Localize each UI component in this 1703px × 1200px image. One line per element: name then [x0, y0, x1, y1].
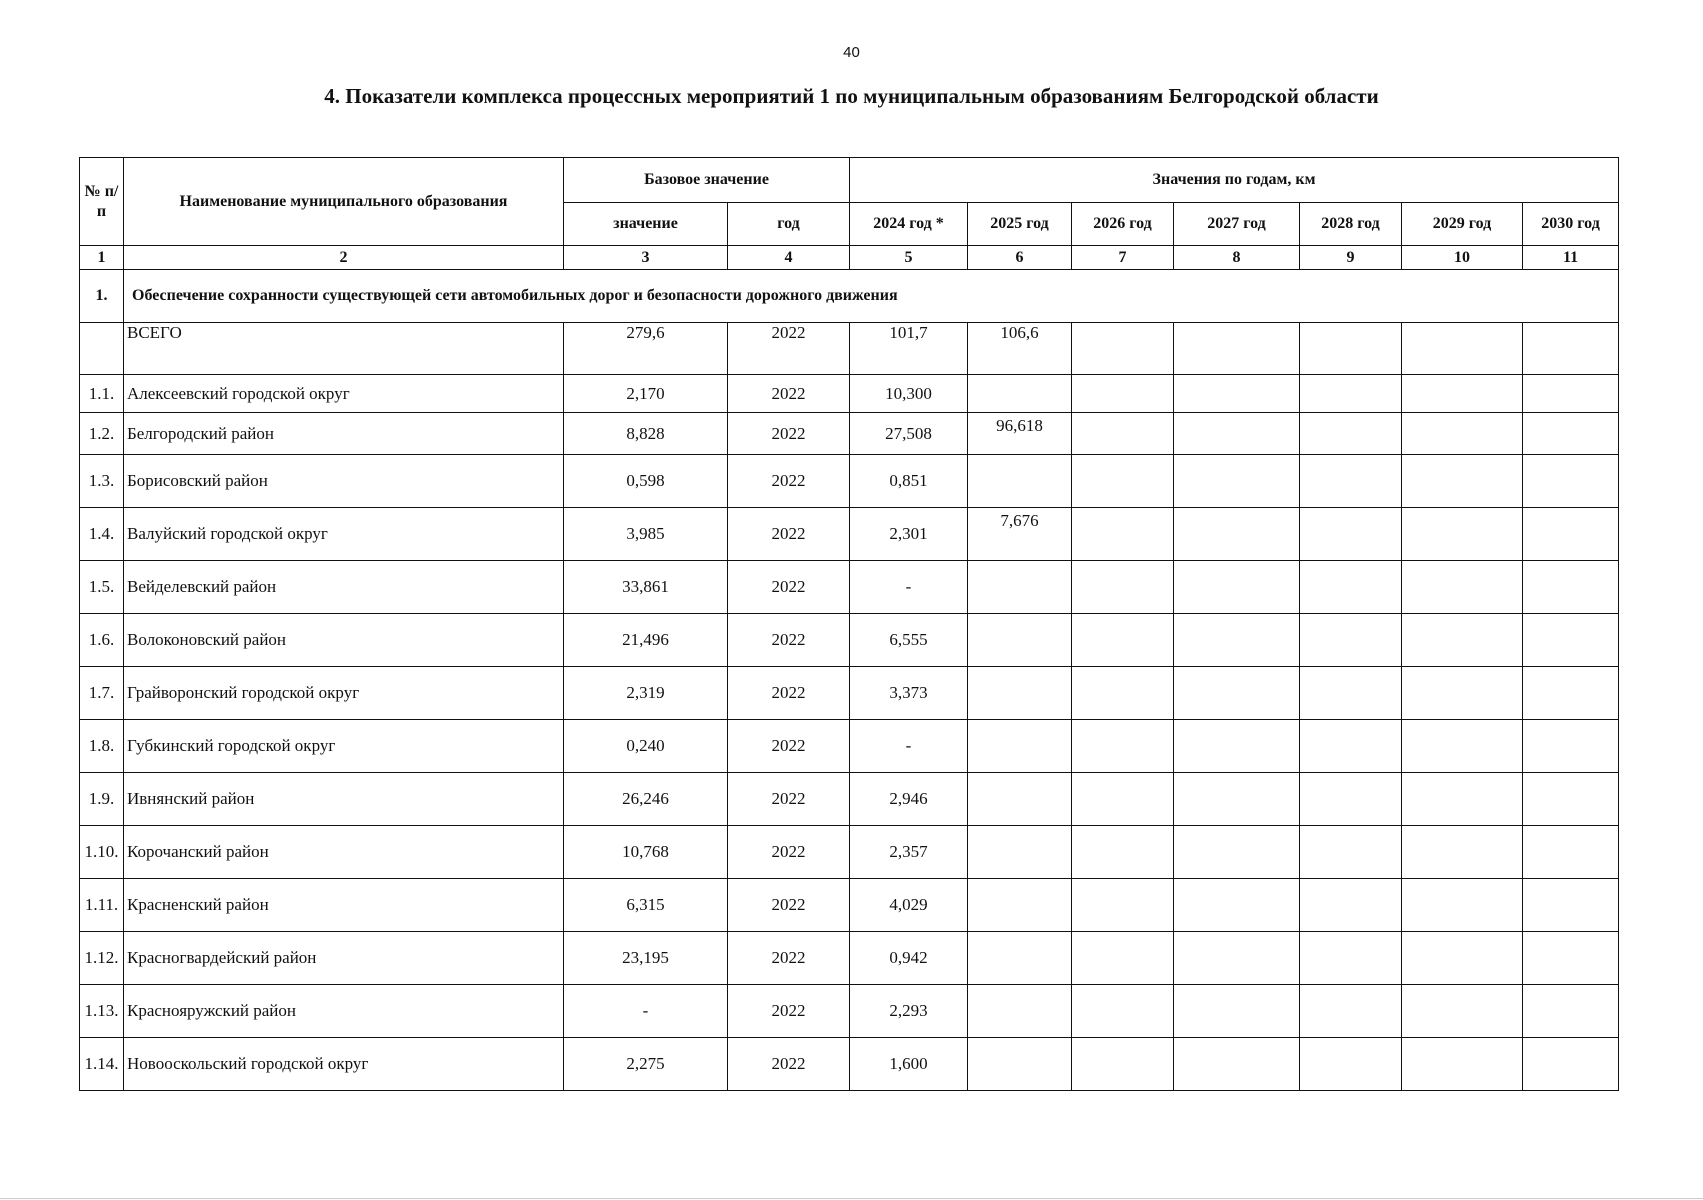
column-number: 10 — [1402, 246, 1523, 270]
row-2027 — [1174, 932, 1300, 985]
table-row — [80, 932, 1619, 985]
row-2028 — [1300, 773, 1402, 826]
row-2026 — [1072, 508, 1174, 561]
row-base-value: 8,828 — [564, 413, 728, 455]
row-2029 — [1402, 720, 1523, 773]
row-2026 — [1072, 879, 1174, 932]
row-2027 — [1174, 985, 1300, 1038]
row-base-value: 26,246 — [564, 773, 728, 826]
header-num — [80, 158, 124, 246]
row-2029 — [1402, 879, 1523, 932]
column-number: 8 — [1174, 246, 1300, 270]
row-base-year: 2022 — [728, 667, 850, 720]
row-2029 — [1402, 1038, 1523, 1091]
row-base-year: 2022 — [728, 985, 850, 1038]
row-2024: 2,357 — [850, 826, 968, 879]
section-title: Обеспечение сохранности существующей сети автомобильных дорог и безопасности дорожного движения — [124, 270, 1619, 323]
row-name: Борисовский район — [124, 455, 564, 508]
total-num — [80, 323, 124, 375]
row-name: Краснояружский район — [124, 985, 564, 1038]
row-2029 — [1402, 375, 1523, 413]
row-2028 — [1300, 1038, 1402, 1091]
row-name: Красногвардейский район — [124, 932, 564, 985]
row-2027 — [1174, 413, 1300, 455]
row-2026 — [1072, 413, 1174, 455]
row-base-year: 2022 — [728, 413, 850, 455]
row-2028 — [1300, 413, 1402, 455]
column-number: 9 — [1300, 246, 1402, 270]
table-row — [80, 413, 1619, 455]
header-year-2030: 2030 год — [1523, 203, 1619, 246]
scan-edge-line — [0, 1198, 1703, 1199]
row-2029 — [1402, 508, 1523, 561]
row-2025 — [968, 826, 1072, 879]
row-base-value: 2,275 — [564, 1038, 728, 1091]
total-2027 — [1174, 323, 1300, 375]
row-2026 — [1072, 826, 1174, 879]
header-base-value: значение — [564, 203, 728, 246]
row-2026 — [1072, 614, 1174, 667]
row-num: 1.3. — [80, 455, 124, 508]
table-header — [80, 158, 1619, 246]
row-2030 — [1523, 614, 1619, 667]
column-number: 11 — [1523, 246, 1619, 270]
row-2026 — [1072, 375, 1174, 413]
row-2026 — [1072, 455, 1174, 508]
row-2025 — [968, 720, 1072, 773]
row-2025 — [968, 667, 1072, 720]
row-2029 — [1402, 413, 1523, 455]
row-2029 — [1402, 932, 1523, 985]
total-2025: 106,6 — [968, 323, 1072, 375]
row-2030 — [1523, 826, 1619, 879]
row-name: Белгородский район — [124, 413, 564, 455]
row-2026 — [1072, 773, 1174, 826]
total-2026 — [1072, 323, 1174, 375]
row-2026 — [1072, 561, 1174, 614]
row-2024: 2,946 — [850, 773, 968, 826]
total-2024: 101,7 — [850, 323, 968, 375]
header-num-label: № п/п — [84, 182, 119, 220]
row-2025 — [968, 985, 1072, 1038]
row-num: 1.11. — [80, 879, 124, 932]
header-year-2028: 2028 год — [1300, 203, 1402, 246]
row-2024: 0,851 — [850, 455, 968, 508]
row-2029 — [1402, 614, 1523, 667]
row-name: Волоконовский район — [124, 614, 564, 667]
row-name: Валуйский городской округ — [124, 508, 564, 561]
row-2026 — [1072, 1038, 1174, 1091]
row-2030 — [1523, 773, 1619, 826]
row-base-value: 2,319 — [564, 667, 728, 720]
header-year-2027: 2027 год — [1174, 203, 1300, 246]
row-name: Губкинский городской округ — [124, 720, 564, 773]
row-base-value: 0,240 — [564, 720, 728, 773]
row-2025 — [968, 561, 1072, 614]
row-num: 1.5. — [80, 561, 124, 614]
section-row — [80, 270, 1619, 323]
row-2029 — [1402, 985, 1523, 1038]
row-base-year: 2022 — [728, 826, 850, 879]
row-2028 — [1300, 667, 1402, 720]
row-2029 — [1402, 826, 1523, 879]
row-2025: 96,618 — [968, 413, 1072, 455]
table-row — [80, 375, 1619, 413]
table-body — [80, 246, 1619, 1091]
row-num: 1.1. — [80, 375, 124, 413]
row-num: 1.9. — [80, 773, 124, 826]
row-2030 — [1523, 932, 1619, 985]
row-name: Новооскольский городской округ — [124, 1038, 564, 1091]
row-base-value: 23,195 — [564, 932, 728, 985]
row-2027 — [1174, 826, 1300, 879]
row-base-year: 2022 — [728, 561, 850, 614]
row-num: 1.12. — [80, 932, 124, 985]
column-number: 5 — [850, 246, 968, 270]
row-2027 — [1174, 667, 1300, 720]
row-2028 — [1300, 561, 1402, 614]
row-2025: 7,676 — [968, 508, 1072, 561]
row-2027 — [1174, 561, 1300, 614]
row-2030 — [1523, 667, 1619, 720]
row-2027 — [1174, 508, 1300, 561]
row-2025 — [968, 773, 1072, 826]
total-2030 — [1523, 323, 1619, 375]
row-name: Корочанский район — [124, 826, 564, 879]
column-number: 6 — [968, 246, 1072, 270]
row-base-value: 3,985 — [564, 508, 728, 561]
row-2030 — [1523, 720, 1619, 773]
row-base-year: 2022 — [728, 614, 850, 667]
table-row — [80, 773, 1619, 826]
table-row — [80, 985, 1619, 1038]
row-2024: 2,293 — [850, 985, 968, 1038]
row-2024: 10,300 — [850, 375, 968, 413]
row-2028 — [1300, 932, 1402, 985]
row-2025 — [968, 614, 1072, 667]
row-2027 — [1174, 455, 1300, 508]
row-2030 — [1523, 413, 1619, 455]
row-2025 — [968, 879, 1072, 932]
row-name: Алексеевский городской округ — [124, 375, 564, 413]
row-2026 — [1072, 985, 1174, 1038]
row-2027 — [1174, 720, 1300, 773]
row-2026 — [1072, 932, 1174, 985]
row-2024: 27,508 — [850, 413, 968, 455]
total-base-year: 2022 — [728, 323, 850, 375]
row-num: 1.10. — [80, 826, 124, 879]
row-base-year: 2022 — [728, 375, 850, 413]
header-base: Базовое значение — [564, 158, 850, 203]
row-name: Вейделевский район — [124, 561, 564, 614]
row-base-value: - — [564, 985, 728, 1038]
total-row — [80, 323, 1619, 375]
table-row — [80, 508, 1619, 561]
table-row — [80, 720, 1619, 773]
row-num: 1.4. — [80, 508, 124, 561]
table-row — [80, 1038, 1619, 1091]
row-2030 — [1523, 455, 1619, 508]
row-base-year: 2022 — [728, 1038, 850, 1091]
row-name: Грайворонский городской округ — [124, 667, 564, 720]
row-2027 — [1174, 773, 1300, 826]
row-num: 1.14. — [80, 1038, 124, 1091]
row-2026 — [1072, 667, 1174, 720]
header-year-2029: 2029 год — [1402, 203, 1523, 246]
row-base-year: 2022 — [728, 508, 850, 561]
page-title: 4. Показатели комплекса процессных мероприятий 1 по муниципальным образованиям Белгородской области — [324, 84, 1379, 108]
table-row — [80, 879, 1619, 932]
header-name: Наименование муниципального образования — [124, 158, 564, 246]
row-2025 — [968, 1038, 1072, 1091]
row-2028 — [1300, 985, 1402, 1038]
row-2027 — [1174, 879, 1300, 932]
row-num: 1.7. — [80, 667, 124, 720]
row-num: 1.13. — [80, 985, 124, 1038]
total-2028 — [1300, 323, 1402, 375]
row-2029 — [1402, 455, 1523, 508]
row-base-year: 2022 — [728, 720, 850, 773]
row-2024: - — [850, 720, 968, 773]
row-2028 — [1300, 826, 1402, 879]
row-2024: 0,942 — [850, 932, 968, 985]
row-base-year: 2022 — [728, 879, 850, 932]
row-2030 — [1523, 1038, 1619, 1091]
row-2028 — [1300, 879, 1402, 932]
row-2025 — [968, 375, 1072, 413]
row-2030 — [1523, 375, 1619, 413]
total-base-value: 279,6 — [564, 323, 728, 375]
column-number: 4 — [728, 246, 850, 270]
row-2030 — [1523, 561, 1619, 614]
column-number: 7 — [1072, 246, 1174, 270]
row-2030 — [1523, 985, 1619, 1038]
page-number: 40 — [843, 44, 860, 61]
row-base-value: 21,496 — [564, 614, 728, 667]
row-2028 — [1300, 508, 1402, 561]
table-row — [80, 826, 1619, 879]
row-name: Красненский район — [124, 879, 564, 932]
row-2029 — [1402, 667, 1523, 720]
row-2027 — [1174, 1038, 1300, 1091]
row-2024: - — [850, 561, 968, 614]
header-by-years: Значения по годам, км — [850, 158, 1619, 203]
row-2024: 1,600 — [850, 1038, 968, 1091]
indicators-table — [79, 157, 1619, 1091]
row-base-value: 2,170 — [564, 375, 728, 413]
row-base-year: 2022 — [728, 773, 850, 826]
row-num: 1.6. — [80, 614, 124, 667]
row-num: 1.8. — [80, 720, 124, 773]
header-year-2025: 2025 год — [968, 203, 1072, 246]
row-2030 — [1523, 879, 1619, 932]
header-year-2026: 2026 год — [1072, 203, 1174, 246]
header-year-2024: 2024 год * — [850, 203, 968, 246]
section-number: 1. — [80, 270, 124, 323]
row-2030 — [1523, 508, 1619, 561]
row-base-value: 0,598 — [564, 455, 728, 508]
row-2027 — [1174, 614, 1300, 667]
total-2029 — [1402, 323, 1523, 375]
column-number: 1 — [80, 246, 124, 270]
row-base-value: 10,768 — [564, 826, 728, 879]
table-row — [80, 561, 1619, 614]
row-2024: 4,029 — [850, 879, 968, 932]
row-2024: 3,373 — [850, 667, 968, 720]
column-number: 2 — [124, 246, 564, 270]
table-row — [80, 667, 1619, 720]
column-numbers-row — [80, 246, 1619, 270]
column-number: 3 — [564, 246, 728, 270]
row-2028 — [1300, 720, 1402, 773]
row-2029 — [1402, 773, 1523, 826]
row-2027 — [1174, 375, 1300, 413]
row-2028 — [1300, 375, 1402, 413]
row-2028 — [1300, 614, 1402, 667]
row-2025 — [968, 455, 1072, 508]
row-base-value: 33,861 — [564, 561, 728, 614]
row-2024: 2,301 — [850, 508, 968, 561]
row-2024: 6,555 — [850, 614, 968, 667]
row-base-year: 2022 — [728, 455, 850, 508]
row-2028 — [1300, 455, 1402, 508]
row-name: Ивнянский район — [124, 773, 564, 826]
total-name: ВСЕГО — [124, 323, 564, 375]
row-2026 — [1072, 720, 1174, 773]
row-base-value: 6,315 — [564, 879, 728, 932]
row-2025 — [968, 932, 1072, 985]
table-row — [80, 614, 1619, 667]
row-2029 — [1402, 561, 1523, 614]
header-base-year: год — [728, 203, 850, 246]
row-base-year: 2022 — [728, 932, 850, 985]
row-num: 1.2. — [80, 413, 124, 455]
table-row — [80, 455, 1619, 508]
